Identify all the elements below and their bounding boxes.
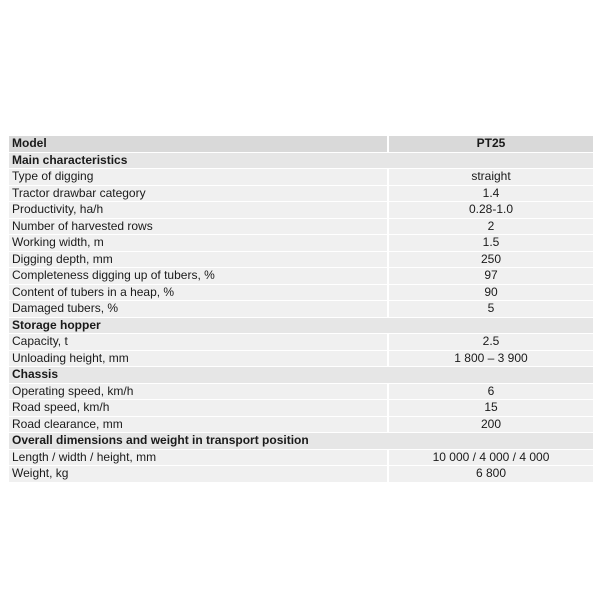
table-row bbox=[9, 417, 593, 434]
row-value: 6 bbox=[389, 384, 593, 401]
table-row bbox=[9, 301, 593, 318]
row-value: 250 bbox=[389, 252, 593, 269]
row-value: 1 800 – 3 900 bbox=[389, 351, 593, 368]
table-header-row bbox=[9, 136, 593, 153]
section-title: Storage hopper bbox=[9, 318, 593, 335]
row-value: 2.5 bbox=[389, 334, 593, 351]
row-label: Road clearance, mm bbox=[9, 417, 387, 434]
table-row bbox=[9, 400, 593, 417]
spec-table-body bbox=[9, 136, 593, 483]
table-row bbox=[9, 384, 593, 401]
row-value: 97 bbox=[389, 268, 593, 285]
table-row bbox=[9, 252, 593, 269]
row-label: Road speed, km/h bbox=[9, 400, 387, 417]
section-header-row bbox=[9, 153, 593, 170]
section-header-row bbox=[9, 367, 593, 384]
section-header-row bbox=[9, 433, 593, 450]
row-label: Type of digging bbox=[9, 169, 387, 186]
row-label: Weight, kg bbox=[9, 466, 387, 483]
row-value: 1.5 bbox=[389, 235, 593, 252]
table-row bbox=[9, 285, 593, 302]
row-value: straight bbox=[389, 169, 593, 186]
table-row bbox=[9, 450, 593, 467]
table-row bbox=[9, 219, 593, 236]
table-row bbox=[9, 169, 593, 186]
row-value: 6 800 bbox=[389, 466, 593, 483]
section-title: Chassis bbox=[9, 367, 593, 384]
spec-table bbox=[9, 136, 593, 483]
row-value: 15 bbox=[389, 400, 593, 417]
table-row bbox=[9, 466, 593, 483]
header-model-value: PT25 bbox=[389, 136, 593, 153]
section-title: Overall dimensions and weight in transport position bbox=[9, 433, 593, 450]
row-value: 5 bbox=[389, 301, 593, 318]
row-label: Number of harvested rows bbox=[9, 219, 387, 236]
row-label: Operating speed, km/h bbox=[9, 384, 387, 401]
row-value: 200 bbox=[389, 417, 593, 434]
row-label: Length / width / height, mm bbox=[9, 450, 387, 467]
row-label: Unloading height, mm bbox=[9, 351, 387, 368]
row-value: 1.4 bbox=[389, 186, 593, 203]
row-value: 0.28-1.0 bbox=[389, 202, 593, 219]
row-label: Tractor drawbar category bbox=[9, 186, 387, 203]
row-label: Productivity, ha/h bbox=[9, 202, 387, 219]
section-header-row bbox=[9, 318, 593, 335]
row-value: 10 000 / 4 000 / 4 000 bbox=[389, 450, 593, 467]
row-label: Digging depth, mm bbox=[9, 252, 387, 269]
row-value: 2 bbox=[389, 219, 593, 236]
table-row bbox=[9, 268, 593, 285]
row-label: Completeness digging up of tubers, % bbox=[9, 268, 387, 285]
table-row bbox=[9, 186, 593, 203]
table-row bbox=[9, 235, 593, 252]
row-label: Damaged tubers, % bbox=[9, 301, 387, 318]
row-value: 90 bbox=[389, 285, 593, 302]
row-label: Working width, m bbox=[9, 235, 387, 252]
row-label: Capacity, t bbox=[9, 334, 387, 351]
table-row bbox=[9, 334, 593, 351]
row-label: Content of tubers in a heap, % bbox=[9, 285, 387, 302]
table-row bbox=[9, 202, 593, 219]
section-title: Main characteristics bbox=[9, 153, 593, 170]
table-row bbox=[9, 351, 593, 368]
header-label: Model bbox=[9, 136, 387, 153]
